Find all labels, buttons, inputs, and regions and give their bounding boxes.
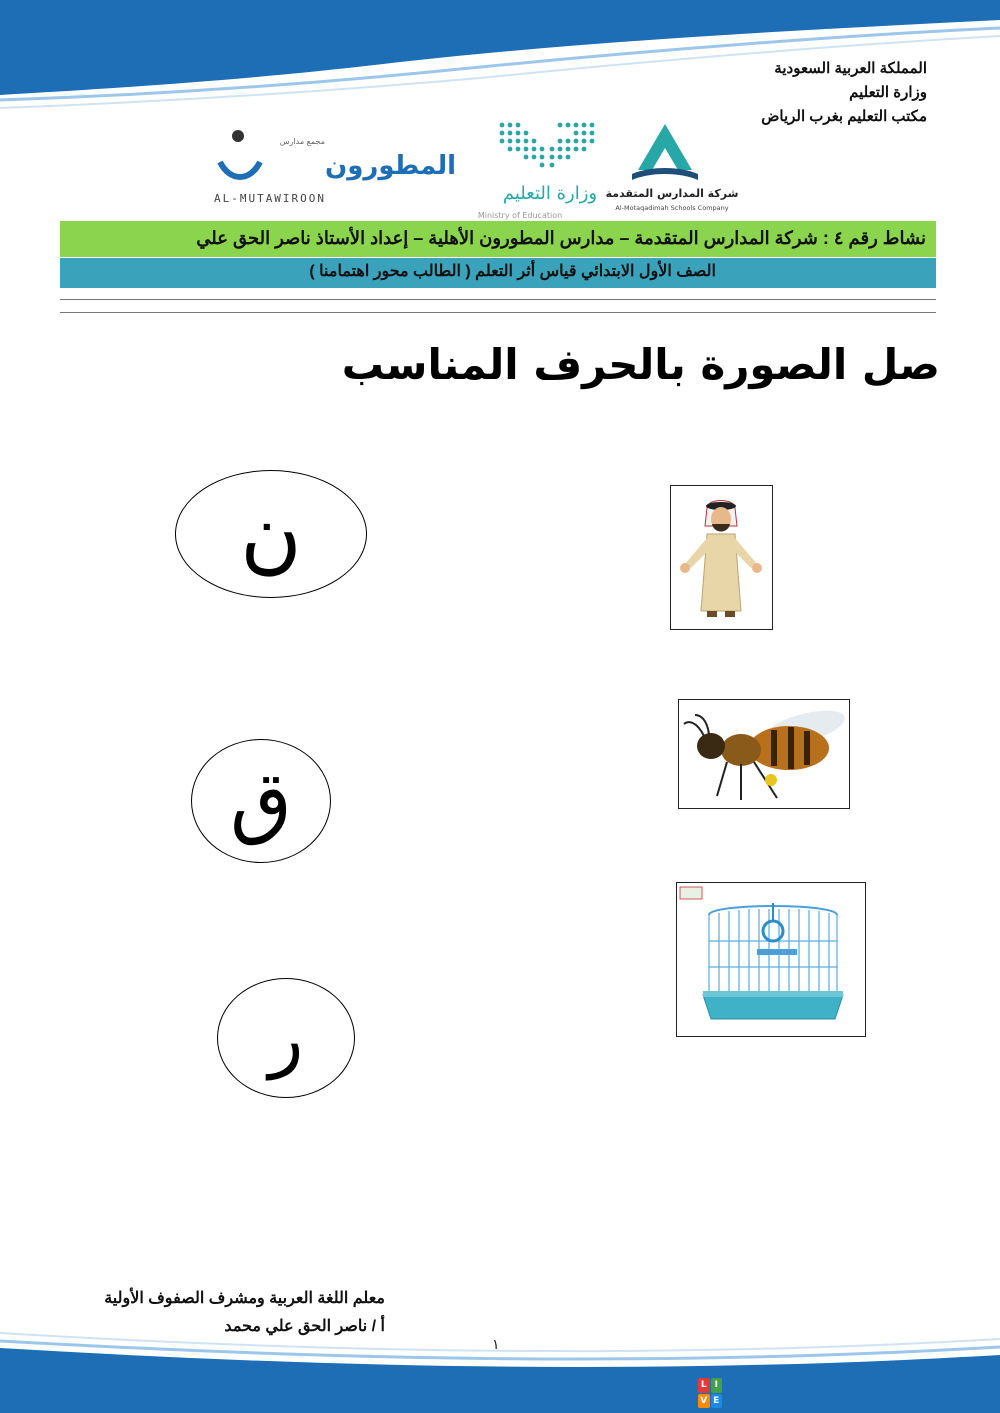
gov-line-office: مكتب التعليم بغرب الرياض [761,108,927,125]
teacher-title: معلم اللغة العربية ومشرف الصفوف الأولية [104,1290,385,1307]
mutawiroon-arabic-text: المطورون [325,151,457,181]
company-arabic-text: شركة المدارس المتقدمة [605,187,739,200]
mutawiroon-english-text: AL-MUTAWIROON [213,192,327,205]
ministry-dots-icon [440,115,610,225]
teacher-name: أ / ناصر الحق علي محمد [224,1318,385,1335]
letter-ra: ر [268,996,304,1080]
bee-picture[interactable] [678,699,850,809]
letter-target-ra[interactable] [217,978,355,1098]
government-header [761,57,927,129]
gov-line-kingdom: المملكة العربية السعودية [774,60,927,77]
ministry-of-education-logo [440,115,610,225]
liveworksheets-badge-icon [698,1378,722,1408]
badge-letter-l: L [698,1378,710,1393]
letter-target-qaf[interactable] [191,739,331,863]
letter-noon: ن [240,485,302,583]
advanced-schools-company-logo [605,118,740,218]
bee-illustration-icon [679,700,849,808]
cage-illustration-icon [677,883,865,1036]
liveworksheets-logo[interactable] [698,1377,996,1409]
mutawiroon-logo [200,122,457,212]
mutawiroon-small-text: مجمع مدارس [279,137,325,146]
gov-line-ministry: وزارة التعليم [849,84,927,101]
activity-info-band: نشاط رقم ٤ : شركة المدارس المتقدمة – مدارس المطورون الأهلية – إعداد الأستاذ ناصر الحق علي [60,221,936,257]
man-picture[interactable] [670,485,773,630]
company-triangle-icon [605,118,740,218]
badge-letter-e: E [711,1394,723,1409]
page-number: ١ [492,1337,500,1353]
worksheet-title: صل الصورة بالحرف المناسب [341,340,940,389]
badge-letter-i: I [711,1378,723,1393]
letter-qaf: ق [229,754,293,847]
cage-picture[interactable] [676,882,866,1037]
ministry-arabic-text: وزارة التعليم [502,183,598,204]
man-illustration-icon [671,486,772,629]
mutawiroon-mark-icon [200,122,457,212]
divider-line-top [60,299,936,300]
liveworksheets-wordmark: LIVEWORKSHEETS [725,1377,996,1409]
ministry-english-text: Ministry of Education [477,211,563,220]
divider-line-bottom [60,312,936,313]
grade-info-band: الصف الأول الابتدائي قياس أثر التعلم ( الطالب محور اهتمامنا ) [60,258,936,288]
letter-target-noon[interactable] [175,470,367,598]
badge-letter-v: V [698,1394,710,1409]
company-english-text: Al-Motaqadimah Schools Company [615,204,729,212]
